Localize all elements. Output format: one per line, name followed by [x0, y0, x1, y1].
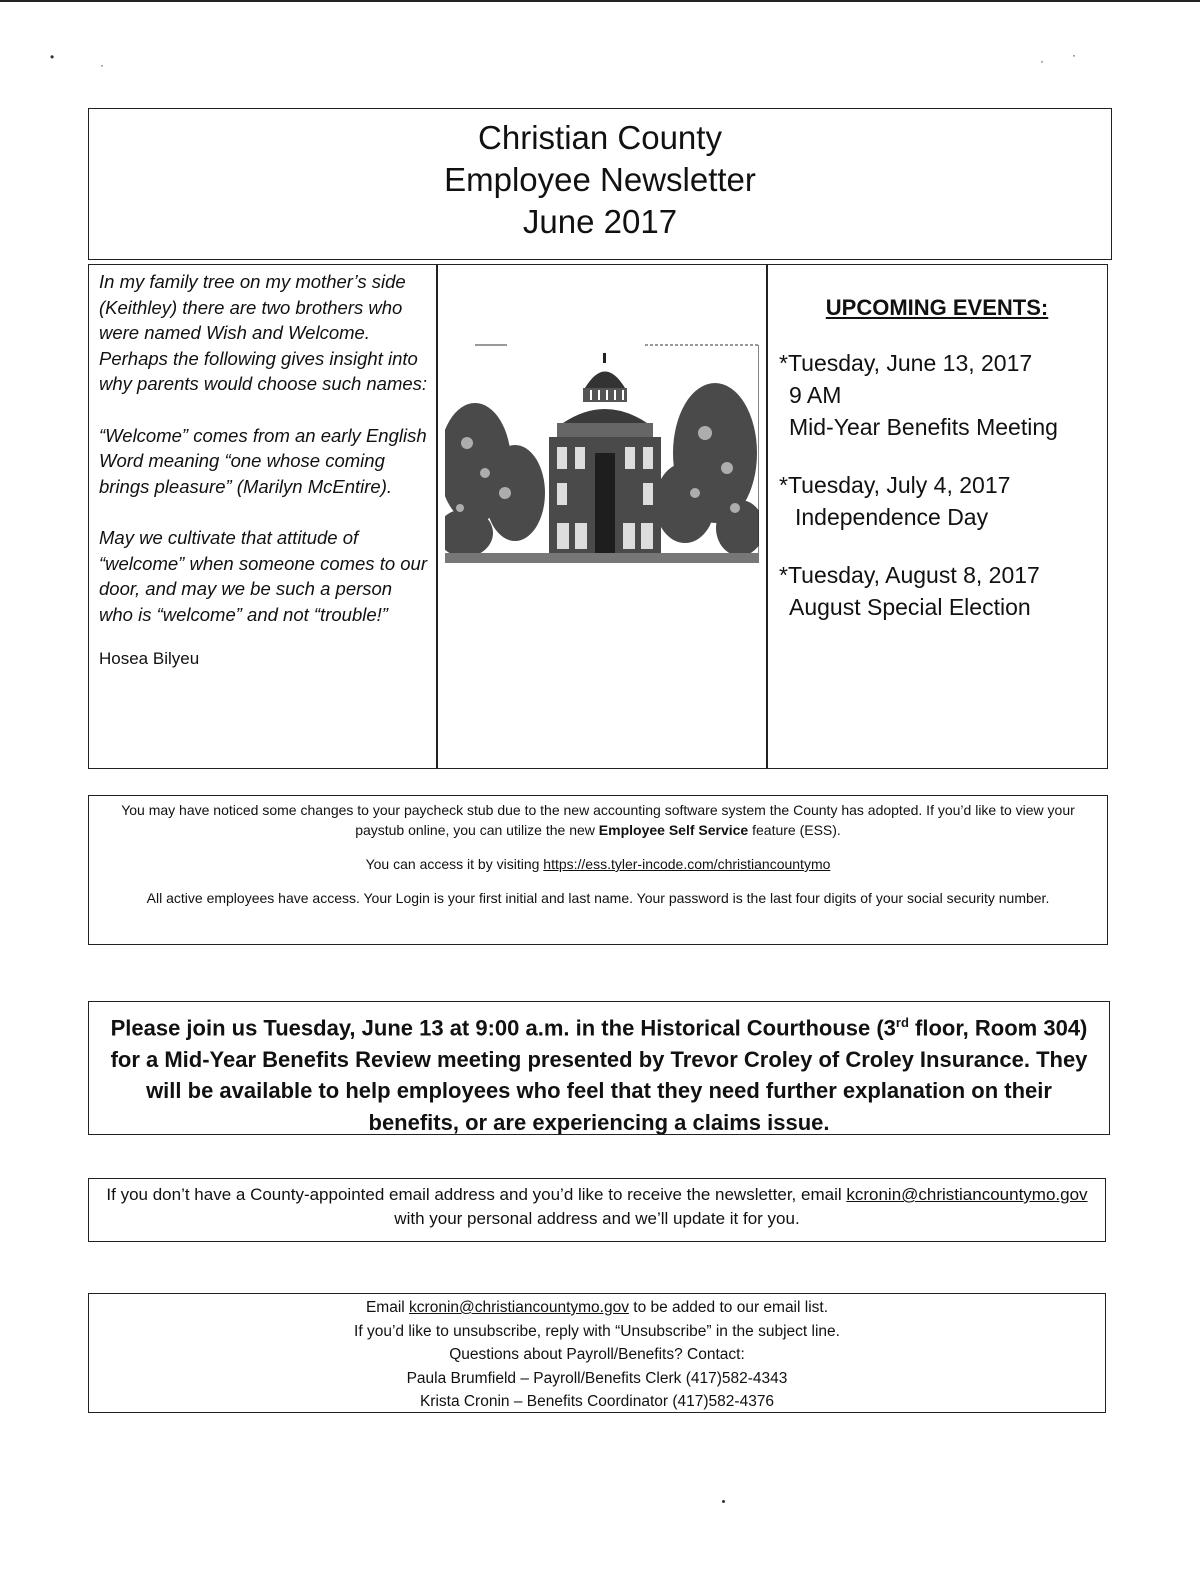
event-name: Mid-Year Benefits Meeting — [789, 414, 1058, 440]
footer-text: to be added to our email list. — [628, 1299, 829, 1316]
email-notice-text: If you don’t have a County-appointed email address and you’d like to receive the newsletter, email — [106, 1185, 847, 1204]
email-notice-text: with your personal address and we’ll update it for you. — [394, 1209, 800, 1228]
event-item — [767, 469, 1107, 533]
scan-speck — [722, 1500, 725, 1503]
login-info-paragraph: All active employees have access. Your Login is your first initial and last name. Your password is the last four digits of your social security number. — [146, 890, 1050, 906]
ess-link[interactable]: https://ess.tyler-incode.com/christiancountymo — [543, 856, 831, 872]
footer-line — [99, 1296, 1095, 1320]
ess-access-text: You can access it by visiting — [365, 856, 544, 872]
meeting-text: floor, Room 304) for a Mid-Year Benefits Review meeting presented by Trevor Croley of Croley Insurance. They will be available to help employees who feel that they need further explanation on their benefits, or are experiencing a claims issue. — [110, 1015, 1088, 1135]
contact-benefits: Krista Cronin – Benefits Coordinator (417)582-4376 — [419, 1393, 775, 1410]
event-item — [767, 347, 1107, 443]
questions-line: Questions about Payroll/Benefits? Contact: — [449, 1346, 745, 1363]
county-name: Christian County — [478, 119, 722, 156]
newsletter-title: Employee Newsletter — [444, 161, 756, 198]
scan-speck: · — [1072, 48, 1076, 62]
paystub-text: You may have noticed some changes to your paycheck stub due to the new accounting software system the County has adopted. If you’d like to view your paystub online, you can utilize the new — [121, 802, 1075, 838]
unsubscribe-line: If you’d like to unsubscribe, reply with “Unsubscribe” in the subject line. — [354, 1322, 840, 1340]
event-date: *Tuesday, August 8, 2017 — [779, 562, 1040, 588]
meeting-announcement-box — [88, 1001, 1110, 1135]
scan-speck: · — [100, 58, 104, 72]
email-notice-box — [88, 1178, 1106, 1242]
footer-text: Email — [365, 1299, 410, 1316]
paystub-notice-box — [88, 795, 1108, 945]
newsletter-date: June 2017 — [522, 203, 678, 240]
contact-payroll: Paula Brumfield – Payroll/Benefits Clerk (417)582-4343 — [406, 1369, 788, 1387]
email-link[interactable]: kcronin@christiancountymo.gov — [846, 1185, 1088, 1204]
story-paragraph: May we cultivate that attitude of “welcome” when someone comes to our door, and may we be such a person who is “welcome” and not “trouble!” — [99, 527, 428, 625]
story-signer: Hosea Bilyeu — [99, 649, 200, 668]
event-item — [767, 559, 1107, 623]
ess-feature-name: Employee Self Service — [598, 822, 749, 838]
event-date: *Tuesday, June 13, 2017 — [779, 350, 1033, 376]
event-name: Independence Day — [795, 504, 989, 530]
newsletter-title-box — [88, 108, 1112, 260]
meeting-ordinal: rd — [895, 1015, 909, 1030]
meeting-text: Please join us Tuesday, June 13 at 9:00 a.m. in the Historical Courthouse (3 — [110, 1015, 896, 1041]
event-date: *Tuesday, July 4, 2017 — [779, 472, 1011, 498]
paystub-paragraph — [103, 800, 1093, 840]
ess-access-paragraph — [103, 854, 1093, 874]
event-name: August Special Election — [789, 594, 1031, 620]
photo-column — [436, 264, 768, 769]
event-time: 9 AM — [789, 382, 842, 408]
paystub-text: feature (ESS). — [748, 822, 841, 838]
footer-email-link[interactable]: kcronin@christiancountymo.gov — [409, 1299, 629, 1316]
story-paragraph: “Welcome” comes from an early English Word meaning “one whose coming brings pleasure” (Marilyn McEntire). — [99, 424, 427, 497]
scan-speck: · — [1040, 54, 1044, 68]
courthouse-photo — [445, 343, 759, 563]
events-heading: UPCOMING EVENTS: — [825, 295, 1049, 320]
story-paragraph: In my family tree on my mother’s side (Keithley) there are two brothers who were named Wish and Welcome. Perhaps the following gives insight into why parents would choose such names: — [99, 271, 428, 394]
events-column — [766, 264, 1108, 769]
contact-footer-box — [88, 1293, 1106, 1413]
page-top-edge — [0, 0, 1200, 2]
scan-speck: • — [50, 50, 55, 64]
story-column — [88, 264, 438, 769]
